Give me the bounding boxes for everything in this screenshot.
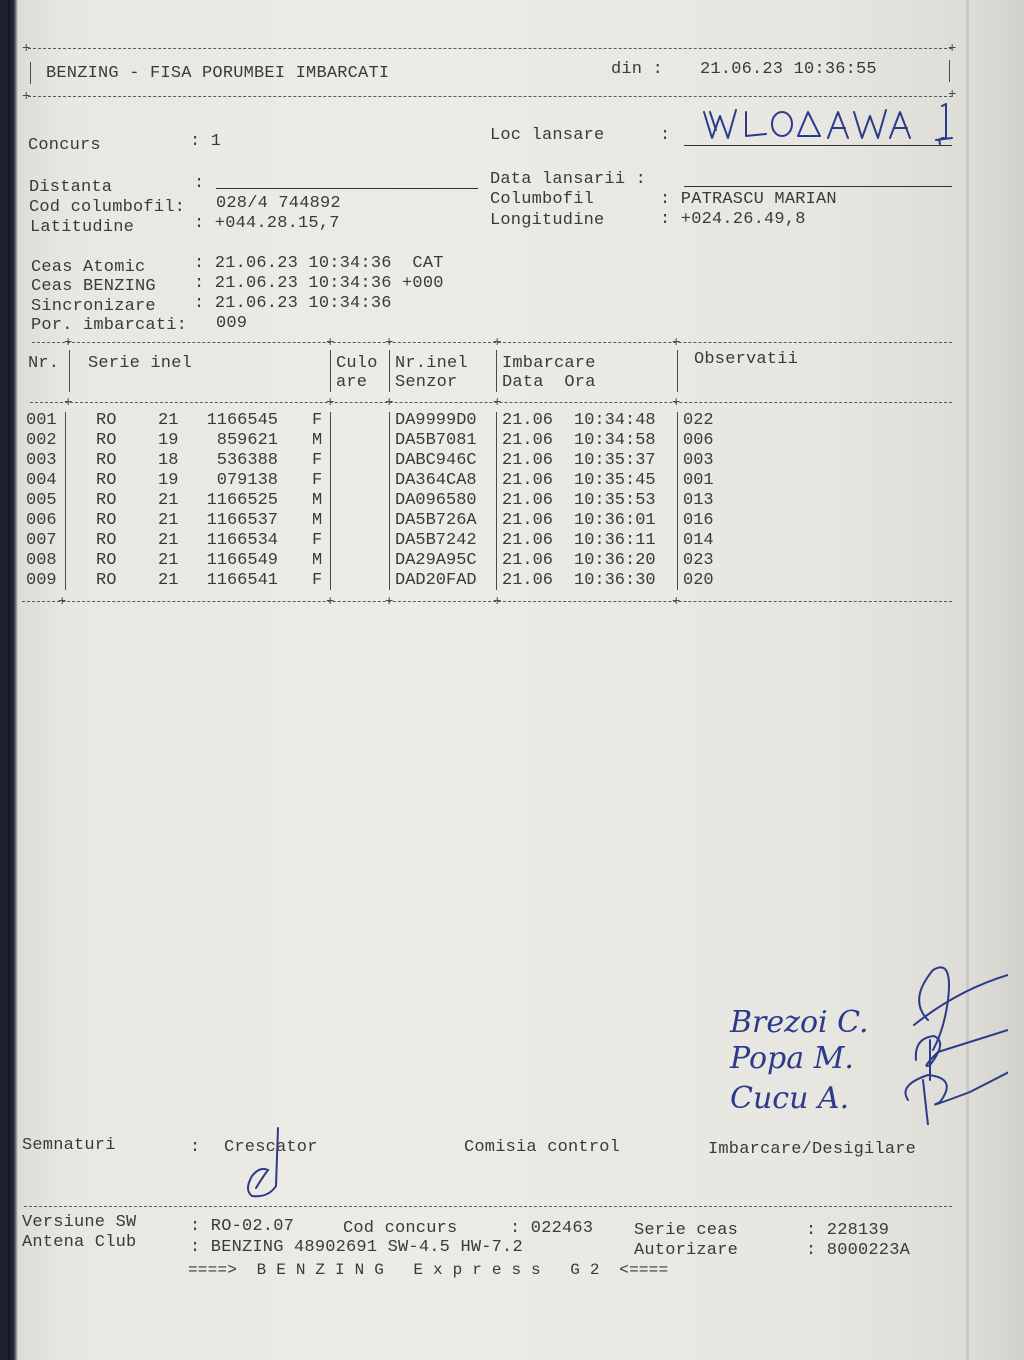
concurs-label: Concurs xyxy=(28,136,101,155)
cell-ora: 10:35:37 xyxy=(574,451,656,470)
col-plus: + xyxy=(672,594,681,610)
commission-name-2: Popa M. xyxy=(730,1041,854,1076)
cell-observatii: 003 xyxy=(683,451,714,470)
cell-ora: 10:34:48 xyxy=(574,411,656,430)
por-imbarcati-value: 009 xyxy=(216,314,248,333)
cell-ring: 536388 xyxy=(216,451,278,470)
cod-concurs-label: Cod concurs xyxy=(343,1219,458,1238)
cell-country: RO xyxy=(96,491,117,510)
distanta-label: Distanta xyxy=(29,178,113,197)
cell-year: 19 xyxy=(158,431,179,450)
hand-letter-d xyxy=(798,112,820,136)
cell-senzor: DAD20FAD xyxy=(395,571,477,590)
cell-data: 21.06 xyxy=(502,431,554,450)
col-plus: + xyxy=(58,594,67,610)
cell-observatii: 020 xyxy=(683,571,714,590)
data-lansarii-underline xyxy=(684,186,952,187)
col-plus: + xyxy=(493,594,502,610)
document-title: BENZING - FISA PORUMBEI IMBARCATI xyxy=(46,64,390,83)
cell-senzor: DA096580 xyxy=(395,491,477,510)
commission-signatures xyxy=(708,960,1008,1125)
cell-sex: M xyxy=(312,511,323,530)
col-header-nr: Nr. xyxy=(28,354,60,373)
cell-ora: 10:36:11 xyxy=(574,531,656,550)
cell-senzor: DA9999D0 xyxy=(395,411,477,430)
cell-ring: 1166537 xyxy=(206,511,278,530)
ceas-benzing-label: Ceas BENZING xyxy=(31,277,156,296)
cell-country: RO xyxy=(96,431,117,450)
corner-plus: + xyxy=(948,41,957,57)
por-imbarcati-label: Por. imbarcati: xyxy=(31,316,188,335)
header-right-border xyxy=(949,60,950,82)
cell-year: 21 xyxy=(158,511,179,530)
col-divider xyxy=(677,412,678,590)
col-header-nr-inel-2: Senzor xyxy=(395,373,458,392)
table-bottom-border xyxy=(22,601,952,602)
autorizare-value: : 8000223A xyxy=(806,1241,911,1260)
semnaturi-sep: : xyxy=(190,1138,201,1157)
cell-year: 21 xyxy=(158,571,179,590)
header-bottom-border xyxy=(28,96,952,97)
cell-observatii: 014 xyxy=(683,531,714,550)
cell-ora: 10:35:45 xyxy=(574,471,656,490)
serie-ceas-label: Serie ceas xyxy=(634,1221,739,1240)
footer-top-border xyxy=(24,1206,952,1207)
commission-name-1: Brezoi C. xyxy=(730,1005,869,1040)
cell-ring: 1166541 xyxy=(206,571,278,590)
cell-country: RO xyxy=(96,551,117,570)
paper-edge-shadow xyxy=(8,0,18,1360)
loc-lansare-sep: : xyxy=(660,126,671,145)
cell-observatii: 022 xyxy=(683,411,714,430)
hand-letter-a2 xyxy=(890,112,910,138)
signature-scribble-3 xyxy=(906,1070,1009,1125)
cell-data: 21.06 xyxy=(502,451,554,470)
cell-ora: 10:35:53 xyxy=(574,491,656,510)
cell-observatii: 013 xyxy=(683,491,714,510)
cell-senzor: DA5B7242 xyxy=(395,531,477,550)
sincronizare-label: Sincronizare xyxy=(31,297,156,316)
cell-senzor: DABC946C xyxy=(395,451,477,470)
corner-plus: + xyxy=(22,41,31,57)
cell-country: RO xyxy=(96,411,117,430)
serie-ceas-value: : 228139 xyxy=(806,1221,890,1240)
col-header-culoare-2: are xyxy=(336,373,368,392)
cell-ring: 1166545 xyxy=(206,411,278,430)
loc-lansare-label: Loc lansare xyxy=(490,126,605,145)
cell-ora: 10:36:01 xyxy=(574,511,656,530)
din-label: din : xyxy=(611,60,664,79)
distanta-underline xyxy=(216,188,478,189)
loc-lansare-handwritten xyxy=(690,100,960,150)
col-plus: + xyxy=(385,594,394,610)
cell-sex: F xyxy=(312,471,323,490)
crescator-signature xyxy=(238,1126,298,1202)
col-plus: + xyxy=(326,594,335,610)
cell-sex: M xyxy=(312,551,323,570)
cell-sex: M xyxy=(312,431,323,450)
cell-data: 21.06 xyxy=(502,571,554,590)
col-plus: + xyxy=(64,395,73,411)
cell-ora: 10:36:20 xyxy=(574,551,656,570)
comisia-control-label: Comisia control xyxy=(464,1138,621,1157)
col-plus: + xyxy=(672,395,681,411)
cell-country: RO xyxy=(96,451,117,470)
longitudine-label: Longitudine xyxy=(490,211,605,230)
signature-scribble-2 xyxy=(916,1030,1008,1080)
hand-letter-o xyxy=(772,112,792,136)
col-divider xyxy=(69,350,70,392)
col-plus: + xyxy=(493,335,502,351)
hand-letter-w xyxy=(704,110,736,138)
col-divider xyxy=(330,350,331,392)
cell-ring: 1166534 xyxy=(206,531,278,550)
cell-year: 21 xyxy=(158,551,179,570)
printout-paper xyxy=(8,0,1024,1360)
cell-nr: 005 xyxy=(26,491,57,510)
cell-nr: 008 xyxy=(26,551,57,570)
columbofil-label: Columbofil xyxy=(490,190,595,209)
col-header-imbarcare-2: Data Ora xyxy=(502,373,596,392)
cod-columbofil-value: 028/4 744892 xyxy=(216,194,341,213)
columbofil-value: : PATRASCU MARIAN xyxy=(660,190,837,209)
corner-plus: + xyxy=(948,87,957,103)
cell-observatii: 016 xyxy=(683,511,714,530)
cell-data: 21.06 xyxy=(502,411,554,430)
cell-senzor: DA5B726A xyxy=(395,511,477,530)
col-header-imbarcare-1: Imbarcare xyxy=(502,354,596,373)
corner-plus: + xyxy=(22,89,31,105)
cod-concurs-value: : 022463 xyxy=(510,1219,594,1238)
cell-data: 21.06 xyxy=(502,471,554,490)
cell-ring: 1166525 xyxy=(206,491,278,510)
col-divider xyxy=(65,412,66,590)
ceas-atomic-label: Ceas Atomic xyxy=(31,258,146,277)
cell-country: RO xyxy=(96,471,117,490)
cell-nr: 006 xyxy=(26,511,57,530)
cell-year: 18 xyxy=(158,451,179,470)
cell-senzor: DA29A95C xyxy=(395,551,477,570)
col-divider xyxy=(496,412,497,590)
cell-nr: 004 xyxy=(26,471,57,490)
cell-ring: 079138 xyxy=(216,471,278,490)
header-top-border xyxy=(28,48,952,49)
col-divider xyxy=(330,412,331,590)
col-plus: + xyxy=(672,335,681,351)
cell-senzor: DA364CA8 xyxy=(395,471,477,490)
versiune-sw-value: : RO-02.07 xyxy=(190,1217,295,1236)
col-header-observatii: Observatii xyxy=(694,350,799,369)
cell-nr: 007 xyxy=(26,531,57,550)
cell-ora: 10:36:30 xyxy=(574,571,656,590)
imbarcare-desigilare-label: Imbarcare/Desigilare xyxy=(708,1140,917,1159)
cell-year: 21 xyxy=(158,531,179,550)
data-lansarii-label: Data lansarii : xyxy=(490,170,647,189)
hand-letter-l xyxy=(746,112,766,136)
longitudine-value: : +024.26.49,8 xyxy=(660,210,806,229)
cell-data: 21.06 xyxy=(502,511,554,530)
latitudine-label: Latitudine xyxy=(30,218,135,237)
concurs-value: : 1 xyxy=(190,132,222,151)
col-divider xyxy=(389,412,390,590)
cell-country: RO xyxy=(96,511,117,530)
col-plus: + xyxy=(326,395,335,411)
col-plus: + xyxy=(326,335,335,351)
paper-fold-line xyxy=(966,0,969,1360)
cell-nr: 003 xyxy=(26,451,57,470)
cell-year: 21 xyxy=(158,491,179,510)
cell-observatii: 006 xyxy=(683,431,714,450)
cell-observatii: 001 xyxy=(683,471,714,490)
col-header-culoare-1: Culo xyxy=(336,354,378,373)
autorizare-label: Autorizare xyxy=(634,1241,739,1260)
cell-senzor: DA5B7081 xyxy=(395,431,477,450)
cell-ora: 10:34:58 xyxy=(574,431,656,450)
versiune-sw-label: Versiune SW xyxy=(22,1213,137,1232)
commission-name-3: Cucu A. xyxy=(730,1081,850,1116)
antena-club-value: : BENZING 48902691 SW-4.5 HW-7.2 xyxy=(190,1238,523,1257)
crescator-label: Crescator xyxy=(224,1138,318,1157)
cell-ring: 1166549 xyxy=(206,551,278,570)
header-left-border xyxy=(30,62,31,84)
sincronizare-value: : 21.06.23 10:34:36 xyxy=(194,294,392,313)
hand-letter-a xyxy=(828,112,848,138)
col-divider xyxy=(389,350,390,392)
latitudine-value: : +044.28.15,7 xyxy=(194,214,340,233)
col-divider xyxy=(677,350,678,392)
ceas-benzing-value: : 21.06.23 10:34:36 +000 xyxy=(194,274,444,293)
hand-letter-w2 xyxy=(854,110,886,138)
col-plus: + xyxy=(493,395,502,411)
cell-observatii: 023 xyxy=(683,551,714,570)
cell-nr: 009 xyxy=(26,571,57,590)
cell-sex: M xyxy=(312,491,323,510)
cell-sex: F xyxy=(312,451,323,470)
cell-sex: F xyxy=(312,531,323,550)
din-timestamp: 21.06.23 10:36:55 xyxy=(700,60,877,79)
cell-country: RO xyxy=(96,571,117,590)
cell-year: 19 xyxy=(158,471,179,490)
semnaturi-label: Semnaturi xyxy=(22,1136,116,1155)
cell-nr: 002 xyxy=(26,431,57,450)
ceas-atomic-value: : 21.06.23 10:34:36 CAT xyxy=(194,254,444,273)
cell-nr: 001 xyxy=(26,411,57,430)
cell-country: RO xyxy=(96,531,117,550)
col-divider xyxy=(496,350,497,392)
distanta-sep: : xyxy=(194,174,205,193)
table-top-border xyxy=(32,342,952,343)
cell-ring: 859621 xyxy=(216,431,278,450)
cell-sex: F xyxy=(312,411,323,430)
antena-club-label: Antena Club xyxy=(22,1233,137,1252)
cell-data: 21.06 xyxy=(502,531,554,550)
col-header-serie-inel: Serie inel xyxy=(88,354,193,373)
col-plus: + xyxy=(385,395,394,411)
table-header-bottom-border xyxy=(30,402,952,403)
cell-year: 21 xyxy=(158,411,179,430)
col-plus: + xyxy=(64,335,73,351)
col-plus: + xyxy=(385,335,394,351)
loc-lansare-underline xyxy=(684,145,952,146)
col-header-nr-inel-1: Nr.inel xyxy=(395,354,468,373)
cell-data: 21.06 xyxy=(502,491,554,510)
cod-columbofil-label: Cod columbofil: xyxy=(29,198,186,217)
hand-digit-1 xyxy=(936,104,952,144)
benzing-express-banner: ====> B E N Z I N G E x p r e s s G 2 <==== xyxy=(188,1261,669,1279)
cell-data: 21.06 xyxy=(502,551,554,570)
cell-sex: F xyxy=(312,571,323,590)
